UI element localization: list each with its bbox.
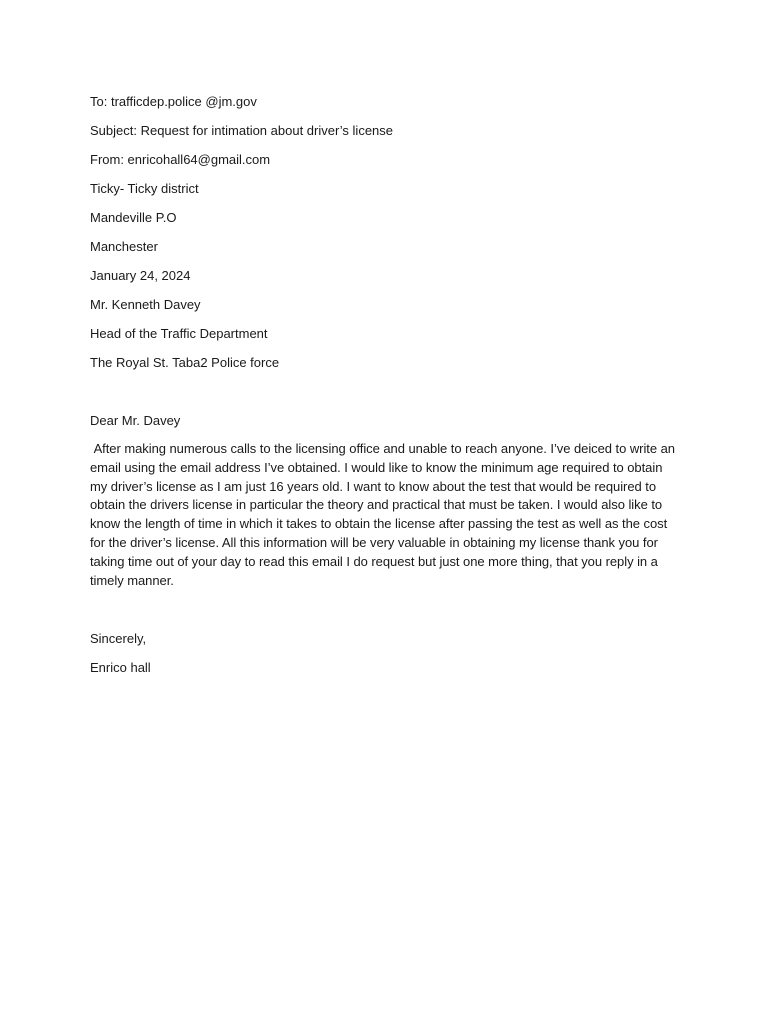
from-line: From: enricohall64@gmail.com — [90, 152, 271, 167]
letter-content — [90, 92, 680, 687]
closing: Sincerely, — [90, 631, 147, 647]
letter-date: January 24, 2024 — [90, 268, 191, 283]
sender-address-line-1: Ticky- Ticky district — [90, 181, 199, 196]
signature: Enrico hall — [90, 660, 151, 676]
recipient-organization: The Royal St. Taba2 Police force — [90, 355, 280, 370]
subject-line: Subject: Request for intimation about driver’s license — [90, 123, 394, 138]
recipient-title: Head of the Traffic Department — [90, 326, 268, 341]
to-line: To: trafficdep.police @jm.gov — [90, 94, 257, 109]
blank-line — [90, 382, 680, 401]
sender-address-line-3: Manchester — [90, 239, 158, 254]
sender-address-line-2: Mandeville P.O — [90, 210, 177, 225]
recipient-name: Mr. Kenneth Davey — [90, 297, 201, 312]
salutation: Dear Mr. Davey — [90, 413, 181, 428]
letter-body: After making numerous calls to the licensing office and unable to reach anyone. I’ve deiced to write an email using the email address I’ve obtained. I would like to know the minimum age required to obtain my driver’s license as I am just 16 years old. I want to know about the test that would be required to obtain the drivers license in particular the theory and practical that must be taken. I would also like to know the length of time in which it takes to obtain the license after passing the test as well as the cost for the driver’s license. All this information will be very valuable in obtaining my license thank you for taking time out of your day to read this email I do request but just one more thing, that you reply in a timely manner. — [90, 441, 679, 588]
blank-line — [90, 600, 680, 619]
